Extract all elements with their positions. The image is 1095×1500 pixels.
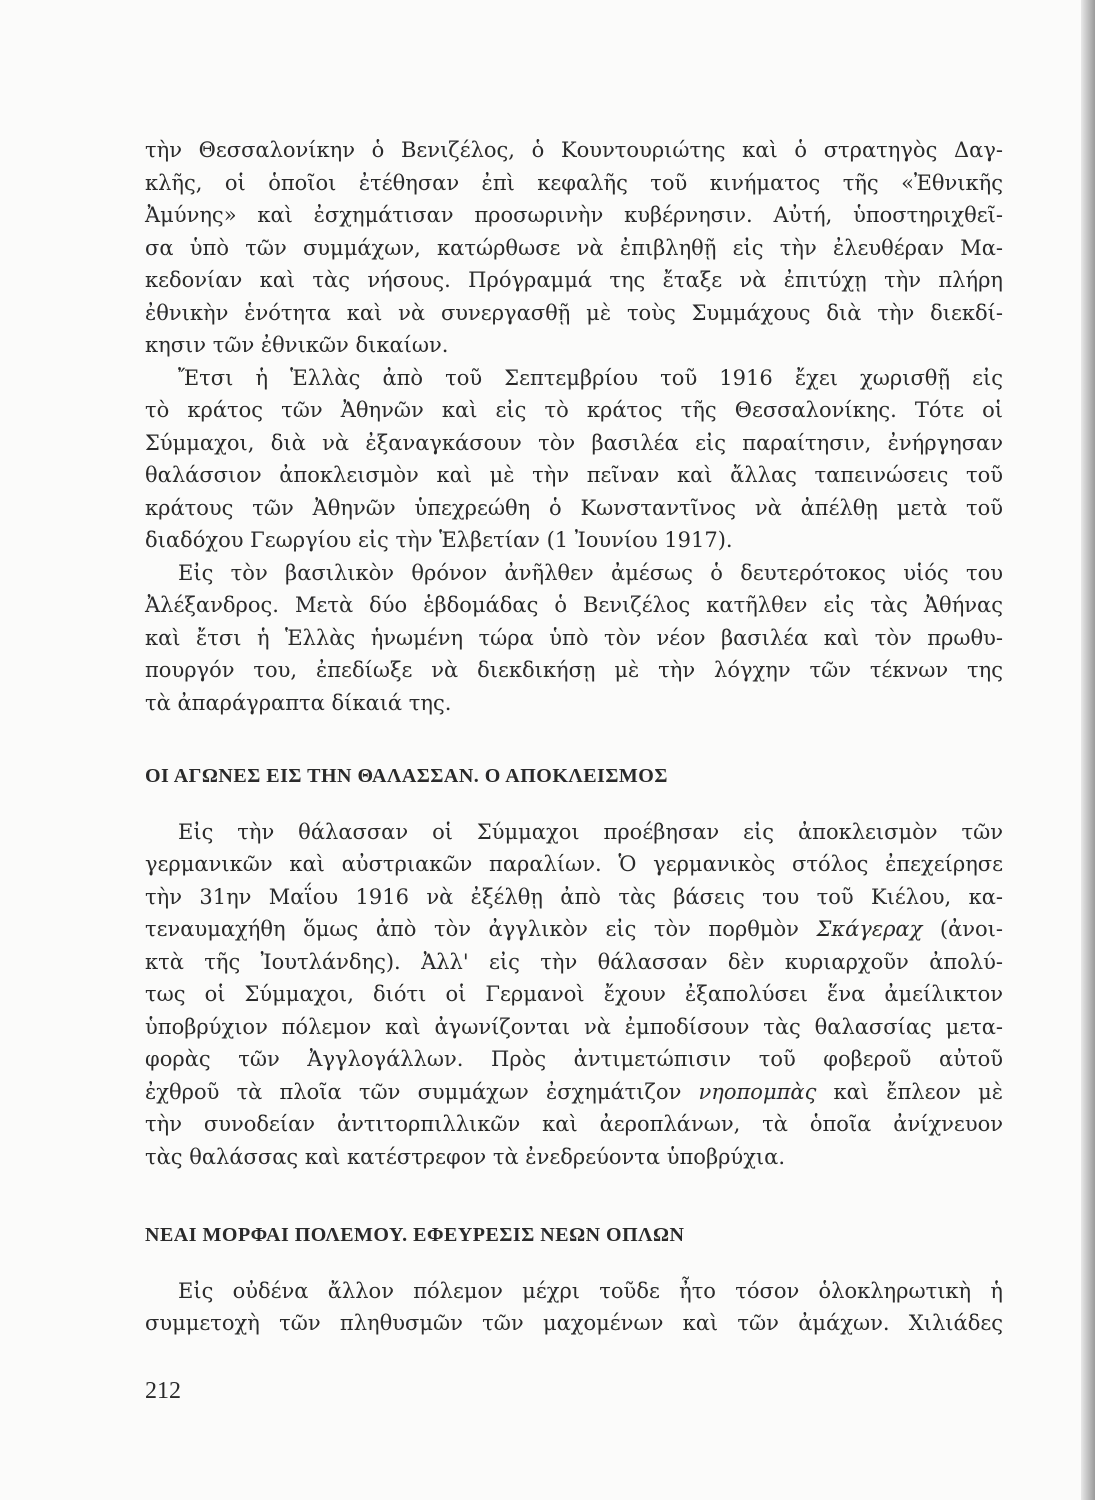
text-segment: (ἀνοι- xyxy=(922,917,1003,941)
page-edge-shadow xyxy=(1081,0,1095,1500)
text-line: θαλάσσιον ἀποκλεισμὸν καὶ μὲ τὴν πεῖναν καὶ ἄλλας ταπεινώσεις τοῦ xyxy=(145,463,1003,487)
text-line: Εἰς οὐδένα ἄλλον πόλεμον μέχρι τοῦδε ἦτο τόσον ὁλοκληρωτικὴ ἡ xyxy=(178,1279,1003,1303)
text-line: τως οἱ Σύμμαχοι, διότι οἱ Γερμανοὶ ἔχουν ἐξαπολύσει ἕνα ἀμείλικτον xyxy=(145,982,1003,1006)
text-line: Εἰς τὸν βασιλικὸν θρόνον ἀνῆλθεν ἀμέσως ὁ δευτερότοκος υἱός του xyxy=(178,561,1003,585)
text-line: διαδόχου Γεωργίου εἰς τὴν Ἑλβετίαν (1 Ἰουνίου 1917). xyxy=(145,528,733,552)
text-line: τὰ ἀπαράγραπτα δίκαιά της. xyxy=(145,691,452,715)
text-line: Ἀμύνης» καὶ ἐσχημάτισαν προσωρινὴν κυβέρνησιν. Αὐτή, ὑποστηριχθεῖ- xyxy=(145,203,1003,227)
text-line: καὶ ἔτσι ἡ Ἑλλὰς ἡνωμένη τώρα ὑπὸ τὸν νέον βασιλέα καὶ τὸν πρωθυ- xyxy=(145,626,1003,650)
text-segment: ἐχθροῦ τὰ πλοῖα τῶν συμμάχων ἐσχημάτιζον xyxy=(145,1080,699,1104)
text-line: τὴν συνοδείαν ἀντιτορπιλλικῶν καὶ ἀεροπλάνων, τὰ ὁποῖα ἀνίχνευον xyxy=(145,1112,1003,1136)
text-line: Ἀλέξανδρος. Μετὰ δύο ἑβδομάδας ὁ Βενιζέλος κατῆλθεν εἰς τὰς Ἀθήνας xyxy=(145,593,1003,617)
text-line: κεδονίαν καὶ τὰς νήσους. Πρόγραμμά της ἔταξε νὰ ἐπιτύχῃ τὴν πλήρη xyxy=(145,268,1003,292)
page-number: 212 xyxy=(145,1378,181,1404)
text-line: Σύμμαχοι, διὰ νὰ ἐξαναγκάσουν τὸν βασιλέα εἰς παραίτησιν, ἐνήργησαν xyxy=(145,431,1003,455)
text-line: κράτους τῶν Ἀθηνῶν ὑπεχρεώθη ὁ Κωνσταντῖνος νὰ ἀπέλθῃ μετὰ τοῦ xyxy=(145,496,1003,520)
text-line: ὑποβρύχιον πόλεμον καὶ ἀγωνίζονται νὰ ἐμποδίσουν τὰς θαλασσίας μετα- xyxy=(145,1015,1003,1039)
text-line: φορὰς τῶν Ἀγγλογάλλων. Πρὸς ἀντιμετώπισιν τοῦ φοβεροῦ αὐτοῦ xyxy=(145,1047,1003,1071)
text-line: πουργόν του, ἐπεδίωξε νὰ διεκδικήσῃ μὲ τὴν λόγχην τῶν τέκνων της xyxy=(145,658,1003,682)
text-segment: τεναυμαχήθη ὅμως ἀπὸ τὸν ἀγγλικὸν εἰς τὸν πορθμὸν xyxy=(145,917,817,941)
text-line: ἐθνικὴν ἑνότητα καὶ νὰ συνεργασθῇ μὲ τοὺς Συμμάχους διὰ τὴν διεκδί- xyxy=(145,301,1003,325)
text-line: γερμανικῶν καὶ αὐστριακῶν παραλίων. Ὁ γερμανικὸς στόλος ἐπεχείρησε xyxy=(145,852,1003,876)
text-line: Ἔτσι ἡ Ἑλλὰς ἀπὸ τοῦ Σεπτεμβρίου τοῦ 1916 ἔχει χωρισθῇ εἰς xyxy=(178,366,1003,390)
italic-term: νηοπομπὰς xyxy=(698,1080,817,1104)
text-line: τὴν Θεσσαλονίκην ὁ Βενιζέλος, ὁ Κουντουριώτης καὶ ὁ στρατηγὸς Δαγ- xyxy=(145,138,1003,162)
text-segment: καὶ ἔπλεον μὲ xyxy=(816,1080,1004,1104)
text-line: κλῆς, οἱ ὁποῖοι ἐτέθησαν ἐπὶ κεφαλῆς τοῦ κινήματος τῆς «Ἐθνικῆς xyxy=(145,171,1003,195)
text-line: τὰς θαλάσσας καὶ κατέστρεφον τὰ ἐνεδρεύοντα ὑποβρύχια. xyxy=(145,1145,786,1169)
italic-term: Σκάγεραχ xyxy=(816,917,923,941)
text-line xyxy=(145,1078,1003,1106)
section-heading: ΝΕΑΙ ΜΟΡΦΑΙ ΠΟΛΕΜΟΥ. ΕΦΕΥΡΕΣΙΣ ΝΕΩΝ ΟΠΛΩΝ xyxy=(145,1224,685,1246)
text-line: Εἰς τὴν θάλασσαν οἱ Σύμμαχοι προέβησαν εἰς ἀποκλεισμὸν τῶν xyxy=(178,820,1003,844)
text-line: σα ὑπὸ τῶν συμμάχων, κατώρθωσε νὰ ἐπιβληθῇ εἰς τὴν ἐλευθέραν Μα- xyxy=(145,236,1003,260)
text-line: τὴν 31ην Μαΐου 1916 νὰ ἐξέλθῃ ἀπὸ τὰς βάσεις του τοῦ Κιέλου, κα- xyxy=(145,885,1003,909)
section-heading: ΟΙ ΑΓΩΝΕΣ ΕΙΣ ΤΗΝ ΘΑΛΑΣΣΑΝ. Ο ΑΠΟΚΛΕΙΣΜΟΣ xyxy=(145,765,668,787)
text-line xyxy=(145,915,1003,943)
text-line: συμμετοχὴ τῶν πληθυσμῶν τῶν μαχομένων καὶ τῶν ἀμάχων. Χιλιάδες xyxy=(145,1311,1003,1335)
text-line: κτὰ τῆς Ἰουτλάνδης). Ἀλλ' εἰς τὴν θάλασσαν δὲν κυριαρχοῦν ἀπολύ- xyxy=(145,950,1003,974)
text-line: τὸ κράτος τῶν Ἀθηνῶν καὶ εἰς τὸ κράτος τῆς Θεσσαλονίκης. Τότε οἱ xyxy=(145,398,1003,422)
text-line: κησιν τῶν ἐθνικῶν δικαίων. xyxy=(145,333,449,357)
